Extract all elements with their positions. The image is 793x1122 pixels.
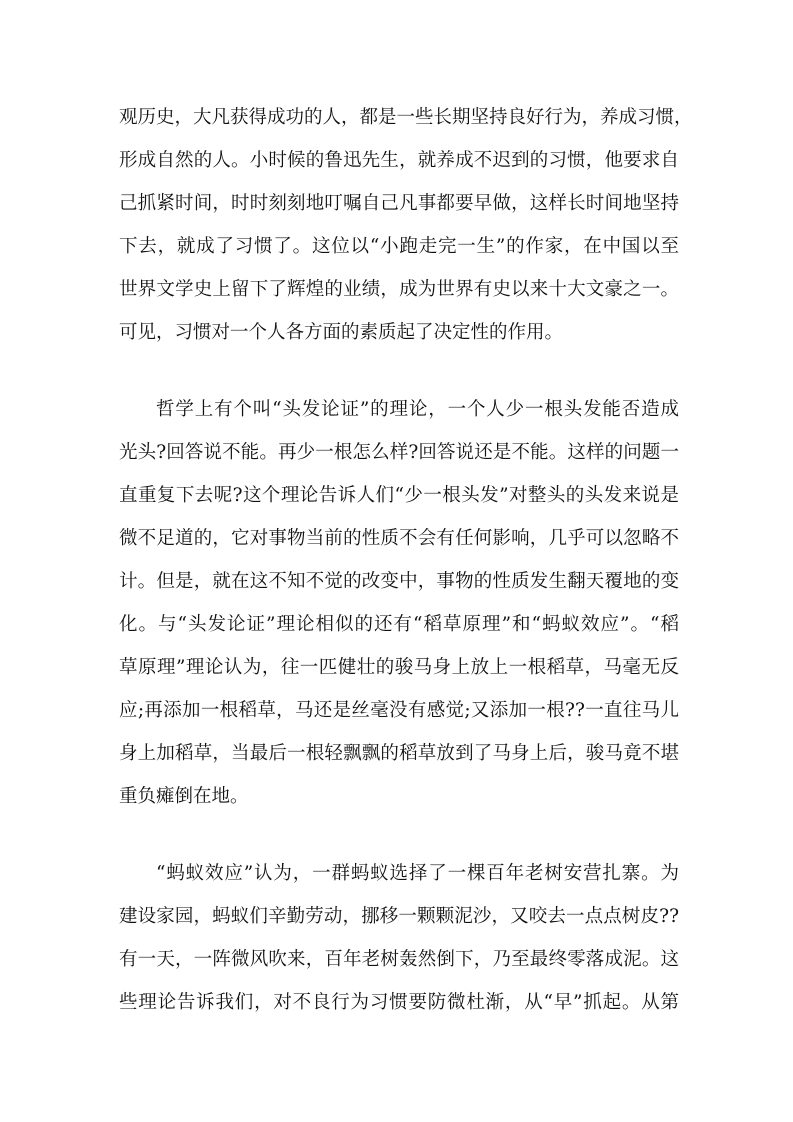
text-line: “蚂蚁效应”认为，一群蚂蚁选择了一棵百年老树安营扎寨。为: [156, 863, 679, 884]
text-line: 些理论告诉我们，对不良行为习惯要防微杜渐，从“早”抓起。从第: [119, 992, 679, 1013]
text-line: 应;再添加一根稻草，马还是丝毫没有感觉;又添加一根??一直往马儿: [119, 700, 679, 721]
text-line: 形成自然的人。小时候的鲁迅先生，就养成不迟到的习惯，他要求自: [119, 150, 679, 171]
text-line: 直重复下去呢?这个理论告诉人们“少一根头发”对整头的头发来说是: [119, 485, 679, 506]
text-line: 观历史，大凡获得成功的人，都是一些长期坚持良好行为，养成习惯，: [119, 107, 693, 128]
text-line: 建设家园，蚂蚁们辛勤劳动，挪移一颗颗泥沙，又咬去一点点树皮??: [119, 906, 679, 927]
text-line: 己抓紧时间，时时刻刻地叮嘱自己凡事都要早做，这样长时间地坚持: [119, 193, 679, 214]
text-line: 草原理”理论认为，往一匹健壮的骏马身上放上一根稻草，马毫无反: [119, 657, 679, 678]
text-line: 微不足道的，它对事物当前的性质不会有任何影响，几乎可以忽略不: [119, 528, 679, 549]
text-line: 身上加稻草，当最后一根轻飘飘的稻草放到了马身上后，骏马竟不堪: [119, 743, 679, 764]
text-line: 世界文学史上留下了辉煌的业绩，成为世界有史以来十大文豪之一。: [119, 279, 679, 300]
text-line: 有一天，一阵微风吹来，百年老树轰然倒下，乃至最终零落成泥。这: [119, 949, 679, 970]
text-line: 下去，就成了习惯了。这位以“小跑走完一生”的作家，在中国以至: [119, 236, 679, 257]
text-line: 光头?回答说不能。再少一根怎么样?回答说还是不能。这样的问题一: [119, 442, 679, 463]
text-line: 可见，习惯对一个人各方面的素质起了决定性的作用。: [119, 322, 564, 343]
text-line: 计。但是，就在这不知不觉的改变中，事物的性质发生翻天覆地的变: [119, 571, 679, 592]
text-line: 重负瘫倒在地。: [119, 786, 249, 807]
text-line: 哲学上有个叫“头发论证”的理论，一个人少一根头发能否造成: [156, 399, 679, 420]
text-line: 化。与“头发论证”理论相似的还有“稻草原理”和“蚂蚁效应”。“稻: [119, 614, 679, 635]
